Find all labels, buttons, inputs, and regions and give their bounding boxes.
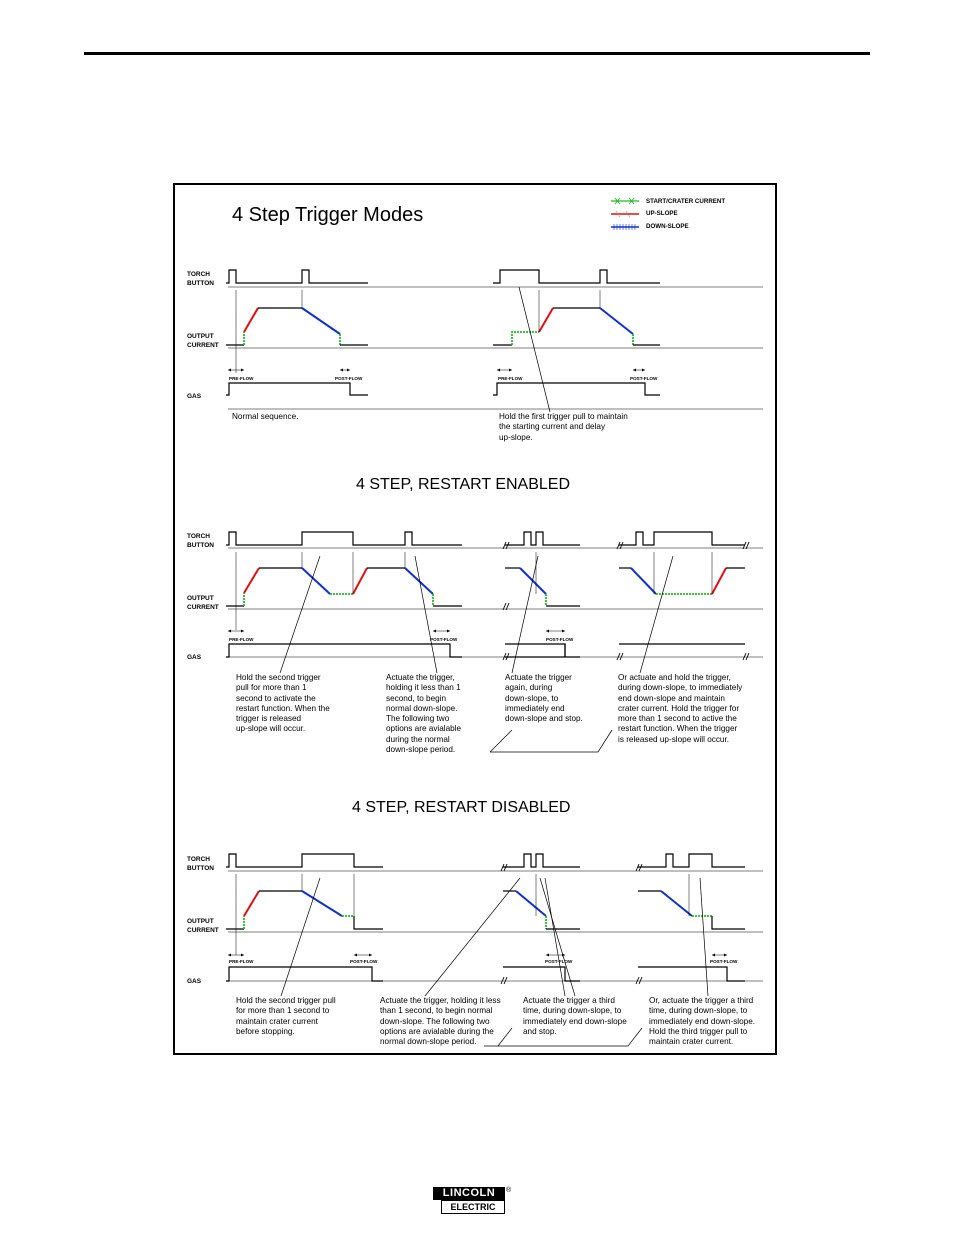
note-or-actuate-and-hold-line: crater current. Hold the trigger for <box>618 703 740 713</box>
note-actuate-less-than-1s-line: holding it less than 1 <box>386 683 461 693</box>
note-actuate-less-than-1s-line: down-slope period. <box>386 745 456 755</box>
note-actuate-less-than-1s-line: second, to begin <box>386 693 447 703</box>
note-hold-second-trigger-crater-line: before stopping. <box>236 1026 295 1036</box>
post-flow-marker-s2c: POST-FLOW <box>546 637 574 642</box>
page-title: 4 Step Trigger Modes <box>232 204 424 226</box>
gas-label-3: GAS <box>187 978 202 985</box>
post-flow-marker-s3d: POST-FLOW <box>710 959 738 964</box>
note-actuate-third-time-stop-line: immediately end down-slope <box>523 1016 627 1026</box>
note-actuate-normal-down-slope-line: options are avialable during the <box>380 1026 494 1036</box>
section-title-restart-disabled: 4 STEP, RESTART DISABLED <box>352 799 571 816</box>
legend-down-slope-label: DOWN-SLOPE <box>646 223 689 230</box>
note-actuate-again-line: down-slope and stop. <box>505 714 583 724</box>
note-or-actuate-and-hold-line: restart function. When the trigger <box>618 724 738 734</box>
note-hold-first-trigger-line: up-slope. <box>499 432 533 442</box>
note-hold-second-trigger-restart-line: pull for more than 1 <box>236 683 307 693</box>
logo-line-1: LINCOLN <box>433 1187 505 1200</box>
note-actuate-normal-down-slope-line: than 1 second, to begin normal <box>380 1006 493 1016</box>
note-or-actuate-third-time-line: maintain crater current. <box>649 1037 734 1047</box>
note-hold-second-trigger-restart-line: up-slope will occur. <box>236 724 306 734</box>
pre-flow-marker-s1b: PRE-FLOW <box>498 376 523 381</box>
note-hold-second-trigger-restart-line: second to activate the <box>236 693 316 703</box>
note-hold-second-trigger-crater-line: Hold the second trigger pull <box>236 996 336 1005</box>
note-actuate-less-than-1s-line: The following two <box>386 714 450 724</box>
note-actuate-normal-down-slope-line: normal down-slope period. <box>380 1037 477 1047</box>
logo-registered-mark: ® <box>506 1187 512 1194</box>
output-current-label-2: OUTPUT CURRENT <box>187 595 219 611</box>
note-or-actuate-third-time-line: Or, actuate the trigger a third <box>649 996 754 1005</box>
post-flow-marker-s3c: POST-FLOW <box>545 959 573 964</box>
note-actuate-less-than-1s-line: Actuate the trigger, <box>386 673 455 682</box>
output-current-label-3: OUTPUT CURRENT <box>187 918 219 934</box>
note-or-actuate-and-hold-line: more than 1 second to active the <box>618 714 737 724</box>
note-hold-second-trigger-crater-line: for more than 1 second to <box>236 1006 330 1016</box>
post-flow-marker-s2a: POST-FLOW <box>430 637 458 642</box>
note-normal-sequence-line: Normal sequence. <box>232 412 299 421</box>
note-or-actuate-third-time-line: immediately end down-slope. <box>649 1016 756 1026</box>
note-actuate-again-line: immediately end <box>505 703 565 713</box>
pre-flow-marker-s1a: PRE-FLOW <box>229 376 254 381</box>
note-actuate-less-than-1s-line: during the normal <box>386 734 450 744</box>
note-actuate-third-time-stop-line: time, during down-slope, to <box>523 1006 622 1016</box>
note-actuate-again-line: Actuate the trigger <box>505 673 572 682</box>
note-or-actuate-and-hold-line: during down-slope, to immediately <box>618 683 743 693</box>
torch-button-label-3: TORCH BUTTON <box>187 856 214 872</box>
post-flow-marker-s1b: POST-FLOW <box>630 376 658 381</box>
note-or-actuate-and-hold-line: is released up-slope will occur. <box>618 734 730 744</box>
torch-button-label-1: TORCH BUTTON <box>187 271 214 287</box>
note-actuate-normal-down-slope-line: down-slope. The following two <box>380 1016 490 1026</box>
output-current-label-1: OUTPUT CURRENT <box>187 333 219 349</box>
note-hold-first-trigger-line: the starting current and delay <box>499 422 606 432</box>
note-or-actuate-and-hold-line: Or actuate and hold the trigger, <box>618 673 731 682</box>
gas-label-2: GAS <box>187 654 202 661</box>
post-flow-marker-s1a: POST-FLOW <box>335 376 363 381</box>
note-actuate-third-time-stop-line: and stop. <box>523 1026 557 1036</box>
note-actuate-normal-down-slope-line: Actuate the trigger, holding it less <box>380 996 501 1005</box>
note-actuate-again-line: down-slope, to <box>505 693 559 703</box>
note-actuate-less-than-1s-line: options are avialable <box>386 724 462 734</box>
note-actuate-again-line: again, during <box>505 683 553 693</box>
note-or-actuate-third-time-line: Hold the third trigger pull to <box>649 1026 748 1036</box>
gas-label-1: GAS <box>187 393 202 400</box>
note-actuate-less-than-1s-line: normal down-slope. <box>386 703 458 713</box>
note-hold-second-trigger-restart-line: Hold the second trigger <box>236 673 321 682</box>
pre-flow-marker-s2: PRE-FLOW <box>229 637 254 642</box>
note-or-actuate-and-hold-line: end down-slope and maintain <box>618 693 725 703</box>
lincoln-electric-logo <box>433 1187 511 1215</box>
note-hold-first-trigger-line: Hold the first trigger pull to maintain <box>499 412 628 421</box>
note-hold-second-trigger-restart-line: trigger is released <box>236 714 302 724</box>
note-actuate-third-time-stop-line: Actuate the trigger a third <box>523 996 615 1005</box>
note-hold-second-trigger-restart-line: restart function. When the <box>236 703 330 713</box>
note-or-actuate-third-time-line: time, during down-slope, to <box>649 1006 748 1016</box>
post-flow-marker-s3a: POST-FLOW <box>350 959 378 964</box>
pre-flow-marker-s3: PRE-FLOW <box>229 959 254 964</box>
note-hold-second-trigger-crater-line: maintain crater current <box>236 1016 318 1026</box>
legend-start-crater-label: START/CRATER CURRENT <box>646 198 726 205</box>
logo-line-2: ELECTRIC <box>441 1200 505 1214</box>
torch-button-label-2: TORCH BUTTON <box>187 533 214 549</box>
section-title-restart-enabled: 4 STEP, RESTART ENABLED <box>356 476 571 493</box>
legend-up-slope-label: UP-SLOPE <box>646 210 678 217</box>
